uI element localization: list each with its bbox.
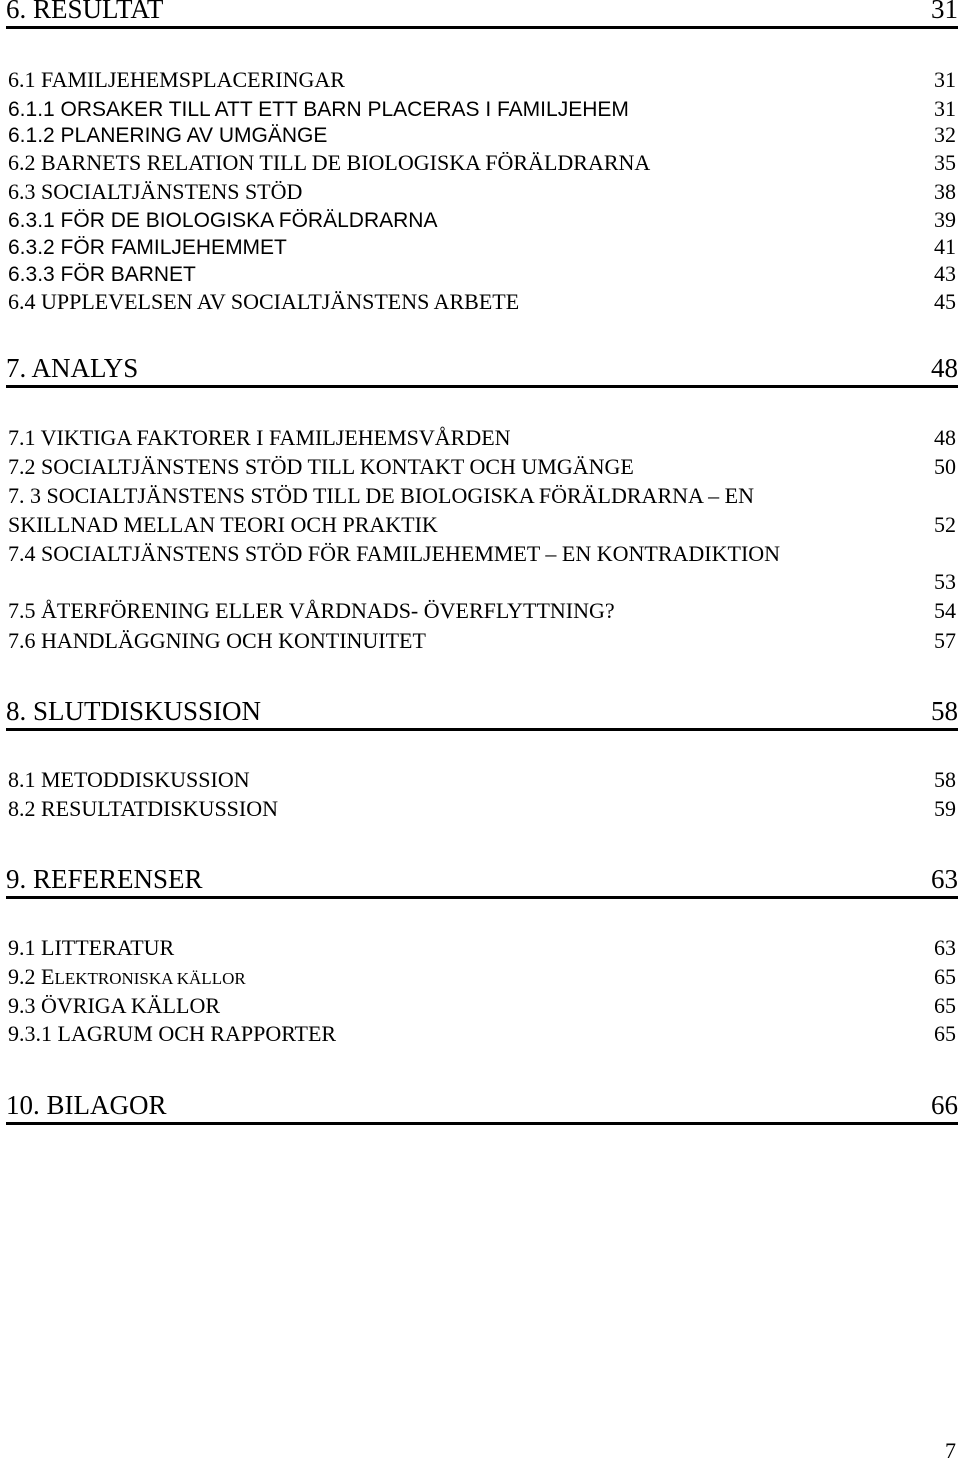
page-number: 7 (945, 1438, 956, 1463)
toc-page: 59 (934, 796, 956, 821)
toc-page: 48 (931, 353, 958, 383)
toc-section-7-4[interactable] (8, 569, 956, 595)
toc-chapter-8[interactable] (6, 696, 958, 731)
toc-page: 39 (934, 207, 956, 232)
toc-section-8-1[interactable] (8, 767, 956, 793)
toc-title: 7.2 SOCIALTJÄNSTENS STÖD TILL KONTAKT OCH UMGÄNGE (8, 454, 634, 479)
toc-section-6-3-2[interactable] (8, 234, 956, 261)
toc-page: 50 (934, 454, 956, 479)
toc-title-prefix: 9.2 E (8, 964, 55, 989)
toc-title: 6.1 FAMILJEHEMSPLACERINGAR (8, 67, 345, 92)
toc-title: SKILLNAD MELLAN TEORI OCH PRAKTIK (8, 512, 438, 537)
toc-section-6-1-2[interactable] (8, 122, 956, 149)
toc-page: 43 (934, 261, 956, 286)
toc-section-6-3[interactable] (8, 179, 956, 205)
toc-page: 65 (934, 964, 956, 989)
toc-section-9-3[interactable] (8, 993, 956, 1019)
toc-title: 9. REFERENSER (6, 864, 203, 894)
toc-section-6-1[interactable] (8, 67, 956, 93)
toc-section-6-3-3[interactable] (8, 261, 956, 288)
toc-page: 41 (934, 234, 956, 259)
toc-section-7-5[interactable] (8, 598, 956, 624)
toc-page: 31 (934, 67, 956, 92)
toc-title: 9.1 LITTERATUR (8, 935, 175, 960)
toc-page: 48 (934, 425, 956, 450)
toc-page: 45 (934, 289, 956, 314)
toc-page: 63 (934, 935, 956, 960)
toc-page: 58 (931, 696, 958, 726)
toc-section-7-4-line1[interactable]: 7.4 SOCIALTJÄNSTENS STÖD FÖR FAMILJEHEMMET – EN KONTRADIKTION (8, 541, 781, 566)
toc-title: 7.5 ÅTERFÖRENING ELLER VÅRDNADS- ÖVERFLYTTNING? (8, 598, 615, 623)
toc-page: 58 (934, 767, 956, 792)
toc-page: 57 (934, 628, 956, 653)
toc-chapter-7[interactable] (6, 353, 958, 388)
toc-section-9-3-1[interactable] (8, 1021, 956, 1047)
toc-page: 65 (934, 1021, 956, 1046)
toc-title: 6. RESULTAT (6, 0, 164, 24)
toc-title (8, 964, 246, 992)
toc-title: 9.3.1 LAGRUM OCH RAPPORTER (8, 1021, 337, 1046)
toc-title-rest: LEKTRONISKA KÄLLOR (54, 969, 246, 988)
toc-section-7-2[interactable] (8, 454, 956, 480)
toc-title: 6.3.2 FÖR FAMILJEHEMMET (8, 236, 287, 259)
toc-title: 6.2 BARNETS RELATION TILL DE BIOLOGISKA FÖRÄLDRARNA (8, 150, 651, 175)
toc-page: 35 (934, 150, 956, 175)
toc-title: 7. ANALYS (6, 353, 139, 383)
toc-page: 31 (931, 0, 958, 24)
toc-page: 66 (931, 1090, 958, 1120)
toc-section-7-3-line1[interactable]: 7. 3 SOCIALTJÄNSTENS STÖD TILL DE BIOLOGISKA FÖRÄLDRARNA – EN (8, 483, 755, 508)
toc-section-6-4[interactable] (8, 289, 956, 315)
toc-section-7-1[interactable] (8, 425, 956, 451)
toc-section-7-3[interactable] (8, 512, 956, 538)
toc-title: 6.1.1 ORSAKER TILL ATT ETT BARN PLACERAS I FAMILJEHEM (8, 98, 629, 121)
toc-section-8-2[interactable] (8, 796, 956, 822)
toc-title: 9.3 ÖVRIGA KÄLLOR (8, 993, 221, 1018)
toc-title: 8.1 METODDISKUSSION (8, 767, 250, 792)
toc-page: 53 (934, 569, 956, 594)
toc-title: 6.3 SOCIALTJÄNSTENS STÖD (8, 179, 303, 204)
toc-chapter-10[interactable] (6, 1090, 958, 1125)
toc-title: 6.4 UPPLEVELSEN AV SOCIALTJÄNSTENS ARBETE (8, 289, 520, 314)
toc-title: 6.1.2 PLANERING AV UMGÄNGE (8, 124, 328, 147)
toc-section-6-3-1[interactable] (8, 207, 956, 234)
toc-section-6-1-1[interactable] (8, 96, 956, 123)
toc-title: 7.1 VIKTIGA FAKTORER I FAMILJEHEMSVÅRDEN (8, 425, 511, 450)
toc-title: 6.3.3 FÖR BARNET (8, 263, 196, 286)
toc-page: 65 (934, 993, 956, 1018)
toc-title: 10. BILAGOR (6, 1090, 167, 1120)
toc-title: 8. SLUTDISKUSSION (6, 696, 262, 726)
toc-title: 6.3.1 FÖR DE BIOLOGISKA FÖRÄLDRARNA (8, 209, 438, 232)
toc-section-9-2[interactable] (8, 964, 956, 992)
toc-title: 8.2 RESULTATDISKUSSION (8, 796, 279, 821)
toc-page: 32 (934, 122, 956, 147)
toc-section-6-2[interactable] (8, 150, 956, 176)
toc-chapter-6[interactable] (6, 0, 958, 29)
toc-page: 54 (934, 598, 956, 623)
toc-section-7-6[interactable] (8, 628, 956, 654)
toc-page: 63 (931, 864, 958, 894)
toc-page: 38 (934, 179, 956, 204)
toc-page: 31 (934, 96, 956, 121)
toc-chapter-9[interactable] (6, 864, 958, 899)
toc-title: 7.6 HANDLÄGGNING OCH KONTINUITET (8, 628, 426, 653)
toc-page: 52 (934, 512, 956, 537)
toc-section-9-1[interactable] (8, 935, 956, 961)
